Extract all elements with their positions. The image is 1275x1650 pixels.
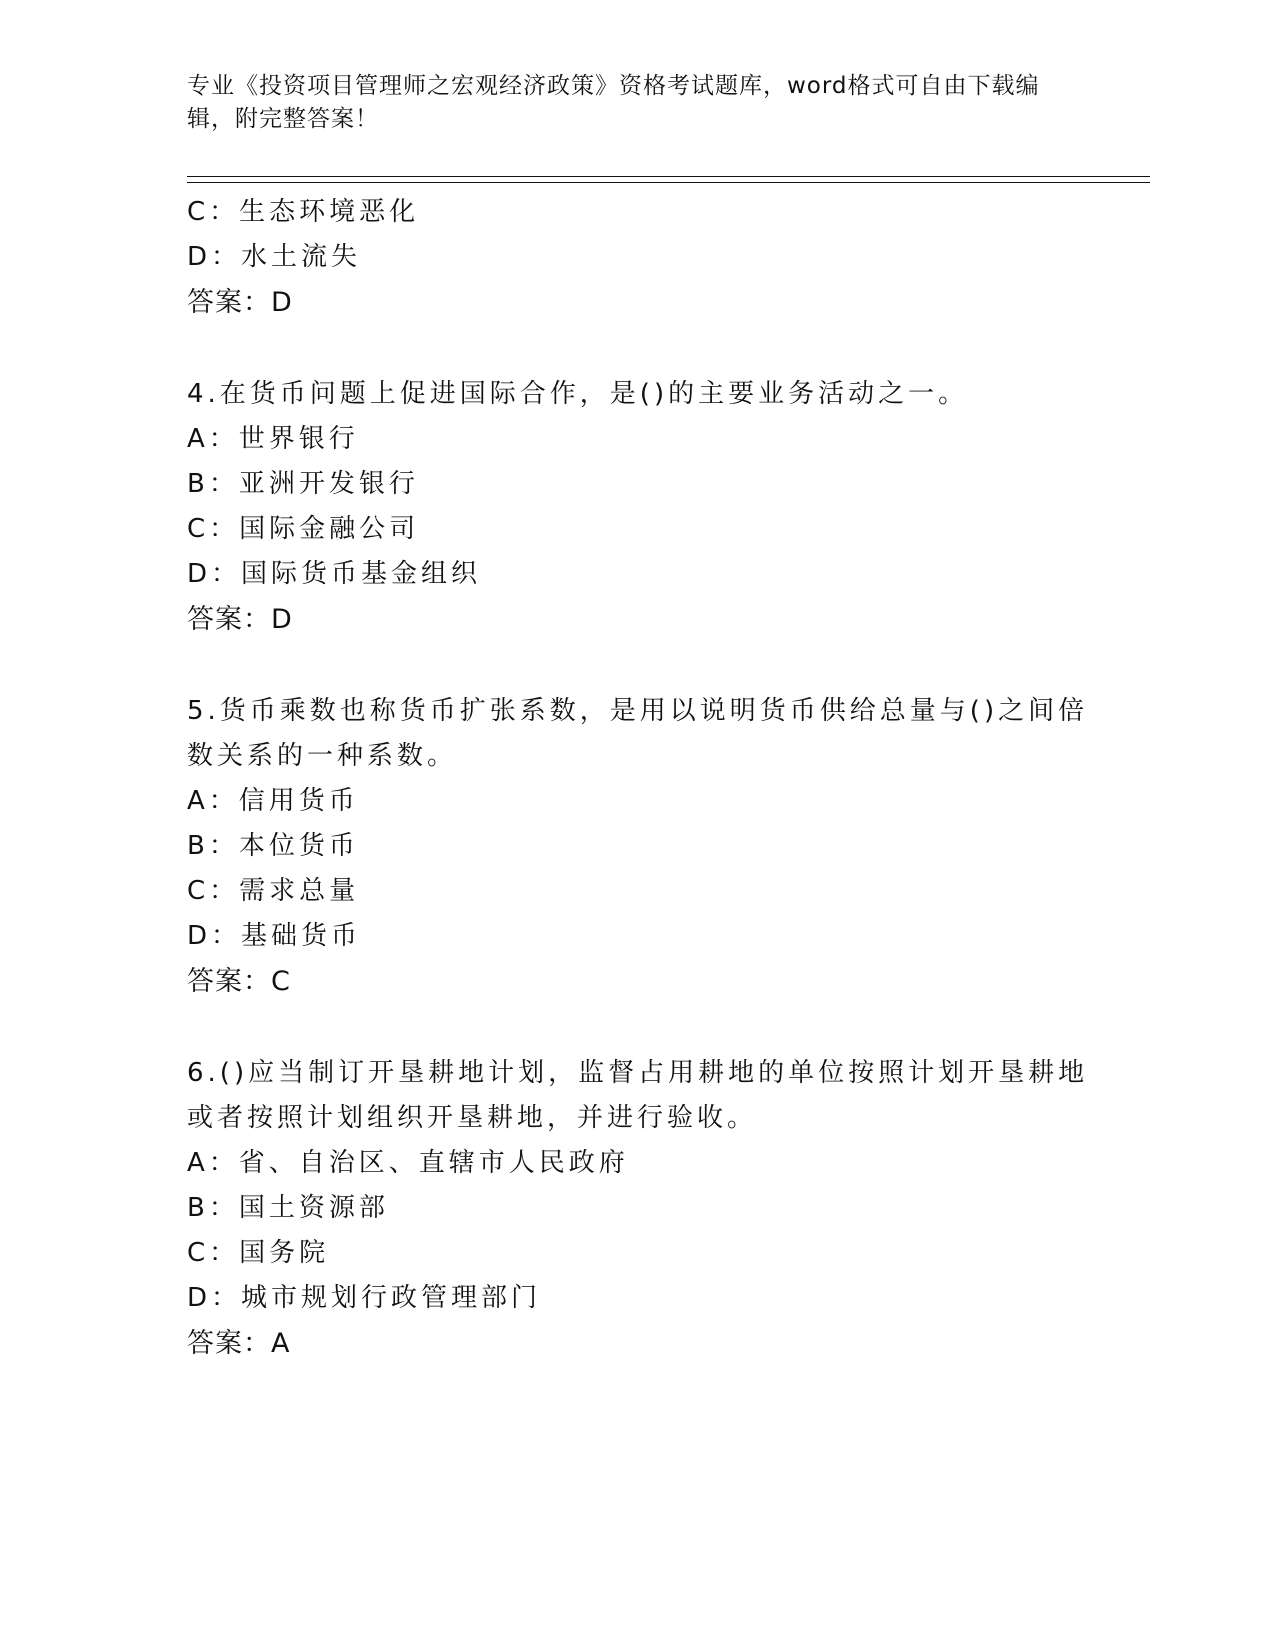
- question-6-option-d: D：城市规划行政管理部门: [187, 1283, 542, 1313]
- question-5-option-c: C：需求总量: [187, 876, 360, 906]
- header-line-2: 辑，附完整答案！: [187, 106, 379, 132]
- question-list: [187, 190, 1087, 1366]
- header-rule-bottom: [187, 182, 1150, 183]
- question-6-option-b: B：国土资源部: [187, 1193, 389, 1223]
- option-c: C：生态环境恶化: [187, 197, 420, 227]
- question-4-option-c: C：国际金融公司: [187, 514, 420, 544]
- question-5-option-b: B：本位货币: [187, 831, 359, 861]
- question-6-answer: 答案：A: [187, 1328, 291, 1359]
- answer-line: 答案：D: [187, 287, 293, 318]
- page-header: [187, 70, 1067, 136]
- question-4-option-d: D：国际货币基金组织: [187, 559, 482, 589]
- question-5-answer: 答案：C: [187, 966, 291, 997]
- question-6-text-line-1: 6.()应当制订开垦耕地计划，监督占用耕地的单位按照计划开垦耕地: [187, 1058, 1089, 1088]
- question-4-option-b: B：亚洲开发银行: [187, 469, 419, 499]
- question-5-option-d: D：基础货币: [187, 921, 362, 951]
- question-5-text-line-1: 5.货币乘数也称货币扩张系数，是用以说明货币供给总量与()之间倍: [187, 696, 1089, 726]
- header-line-1: 专业《投资项目管理师之宏观经济政策》资格考试题库，word格式可自由下载编: [187, 73, 1040, 99]
- question-6-option-c: C：国务院: [187, 1238, 330, 1268]
- header-rule-top: [187, 176, 1150, 177]
- question-6-text-line-2: 或者按照计划组织开垦耕地，并进行验收。: [187, 1103, 758, 1133]
- question-4-text: 4.在货币问题上促进国际合作，是()的主要业务活动之一。: [187, 379, 969, 409]
- question-4-option-a: A：世界银行: [187, 424, 359, 454]
- option-d: D：水土流失: [187, 242, 362, 272]
- question-5-text-line-2: 数关系的一种系数。: [187, 741, 458, 771]
- question-5-option-a: A：信用货币: [187, 786, 359, 816]
- question-4-answer: 答案：D: [187, 604, 293, 635]
- question-6-option-a: A：省、自治区、直辖市人民政府: [187, 1148, 629, 1178]
